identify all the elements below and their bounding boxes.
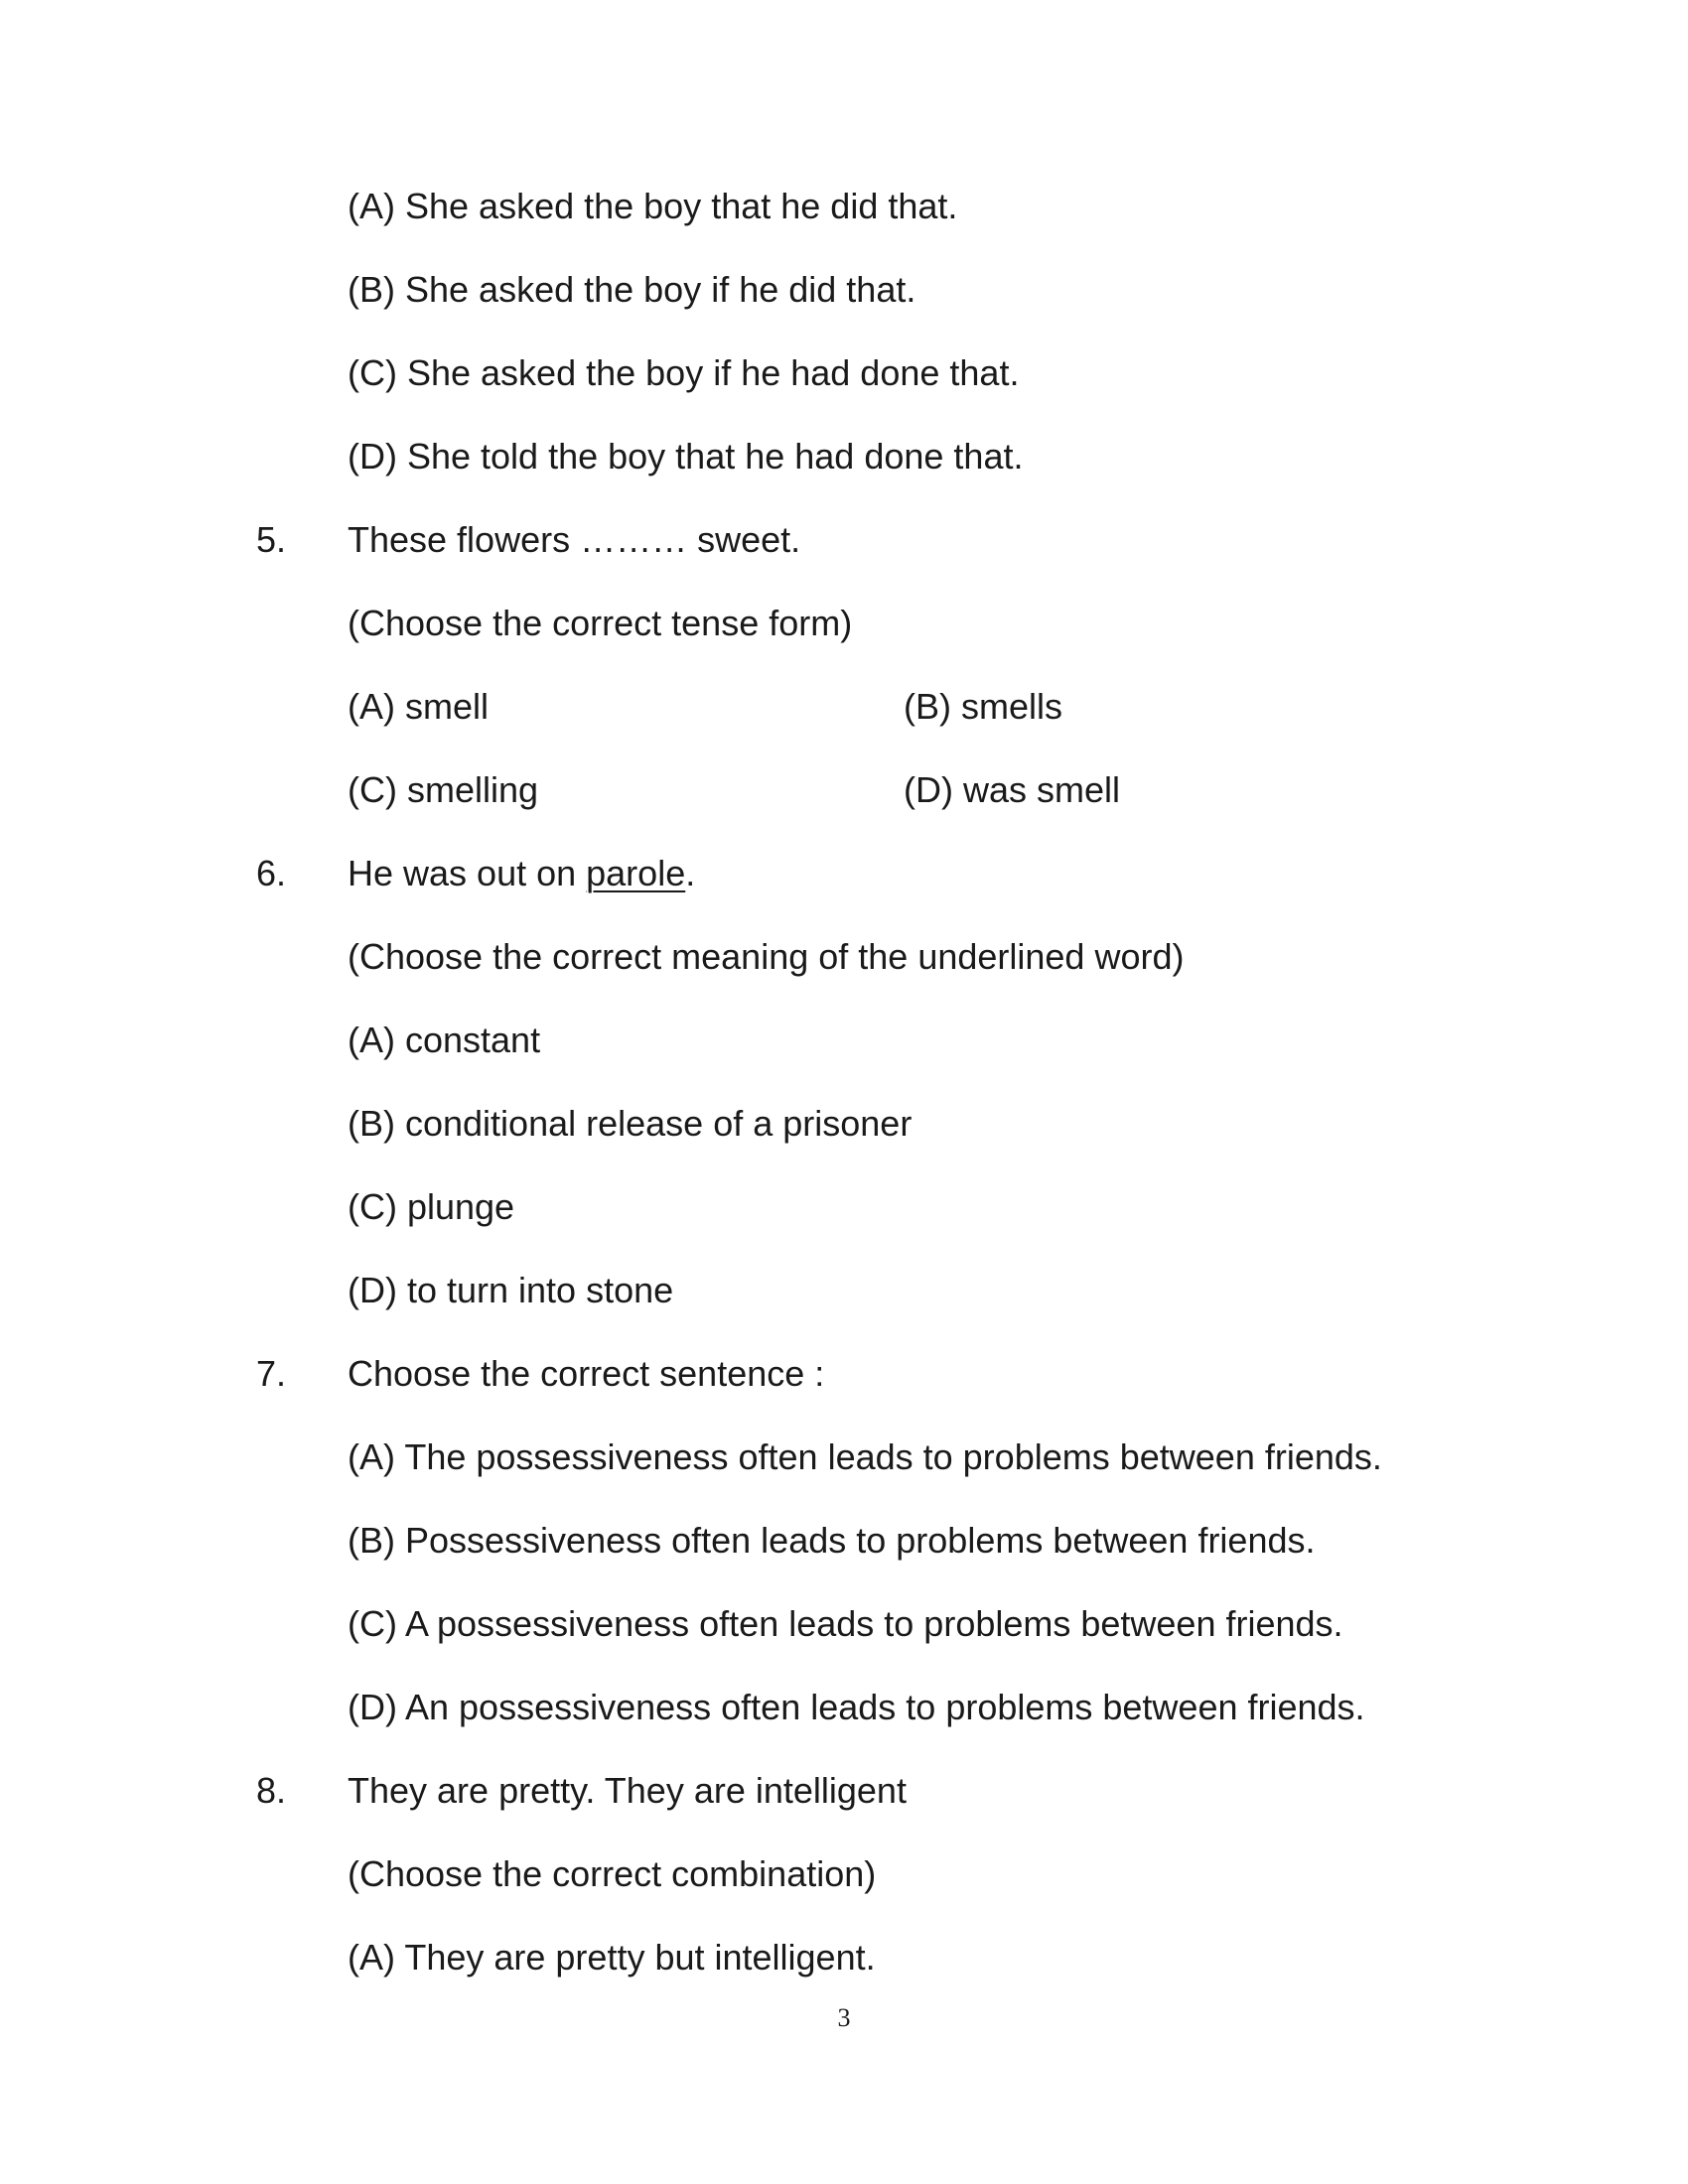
q4-option-a: (A) She asked the boy that he did that. xyxy=(348,186,958,226)
q6-stem-end: . xyxy=(685,853,696,893)
q7-number: 7. xyxy=(256,1353,287,1394)
q8-stem: They are pretty. They are intelligent xyxy=(348,1770,907,1811)
q4-option-d: (D) She told the boy that he had done that. xyxy=(348,436,1024,477)
q5-option-d: (D) was smell xyxy=(904,769,1121,810)
q8-instruction: (Choose the correct combination) xyxy=(348,1853,877,1894)
q7-option-b: (B) Possessiveness often leads to problems between friends. xyxy=(348,1520,1316,1561)
q6-option-a: (A) constant xyxy=(348,1020,541,1060)
q6-instruction: (Choose the correct meaning of the underlined word) xyxy=(348,936,1185,977)
q6-number: 6. xyxy=(256,853,287,893)
q6-stem xyxy=(348,852,695,895)
q6-stem-text: He was out on xyxy=(348,853,587,893)
q7-stem: Choose the correct sentence : xyxy=(348,1353,825,1394)
q5-option-c: (C) smelling xyxy=(348,769,539,810)
q5-stem: These flowers ……… sweet. xyxy=(348,519,801,560)
q5-number: 5. xyxy=(256,519,287,560)
q4-option-b: (B) She asked the boy if he did that. xyxy=(348,269,916,310)
q7-option-d: (D) An possessiveness often leads to problems between friends. xyxy=(348,1687,1365,1727)
q5-option-b: (B) smells xyxy=(904,686,1062,727)
q5-instruction: (Choose the correct tense form) xyxy=(348,603,853,643)
q6-underlined-word: parole xyxy=(586,853,686,893)
q6-option-d: (D) to turn into stone xyxy=(348,1270,674,1310)
q7-option-c: (C) A possessiveness often leads to problems between friends. xyxy=(348,1603,1343,1644)
q5-option-a: (A) smell xyxy=(348,686,489,727)
q4-option-c: (C) She asked the boy if he had done that. xyxy=(348,352,1020,393)
q8-option-a: (A) They are pretty but intelligent. xyxy=(348,1937,876,1978)
q7-option-a: (A) The possessiveness often leads to problems between friends. xyxy=(348,1436,1382,1477)
q8-number: 8. xyxy=(256,1770,287,1811)
q6-option-c: (C) plunge xyxy=(348,1186,515,1227)
page-number: 3 xyxy=(837,2003,851,2032)
q6-option-b: (B) conditional release of a prisoner xyxy=(348,1103,913,1144)
